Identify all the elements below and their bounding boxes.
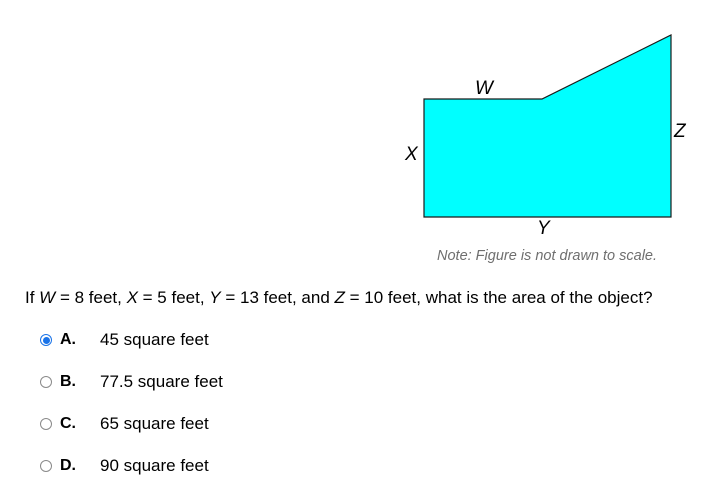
option-text: 45 square feet — [100, 330, 209, 349]
question-part: = 10 feet, what is the area of the object? — [344, 288, 653, 307]
radio-button-b[interactable] — [40, 376, 52, 388]
question-part: = 8 feet, — [55, 288, 127, 307]
option-c[interactable] — [40, 413, 209, 435]
question-var-w: W — [39, 288, 56, 307]
option-text: 65 square feet — [100, 414, 209, 433]
radio-button-c[interactable] — [40, 418, 52, 430]
option-b[interactable] — [40, 371, 223, 393]
question-text — [25, 288, 653, 308]
radio-button-a[interactable] — [40, 334, 52, 346]
label-z: Z — [674, 121, 686, 142]
question-var-z: Z — [334, 288, 345, 307]
radio-button-d[interactable] — [40, 460, 52, 472]
option-a[interactable] — [40, 329, 209, 351]
option-letter: B. — [60, 373, 76, 390]
label-y: Y — [537, 218, 550, 239]
cyan-shape — [424, 35, 671, 217]
question-part: = 5 feet, — [137, 288, 210, 307]
option-letter: D. — [60, 457, 76, 474]
option-d[interactable] — [40, 455, 209, 477]
option-text: 90 square feet — [100, 456, 209, 475]
option-text: 77.5 square feet — [100, 372, 223, 391]
figure-note: Note: Figure is not drawn to scale. — [437, 248, 658, 264]
question-var-y: Y — [209, 288, 221, 307]
option-letter: A. — [60, 331, 76, 348]
question-part: = 13 feet, and — [220, 288, 335, 307]
label-w: W — [475, 78, 493, 99]
label-x: X — [405, 144, 418, 165]
option-letter: C. — [60, 415, 76, 432]
question-part: If — [25, 288, 40, 307]
question-var-x: X — [126, 288, 138, 307]
